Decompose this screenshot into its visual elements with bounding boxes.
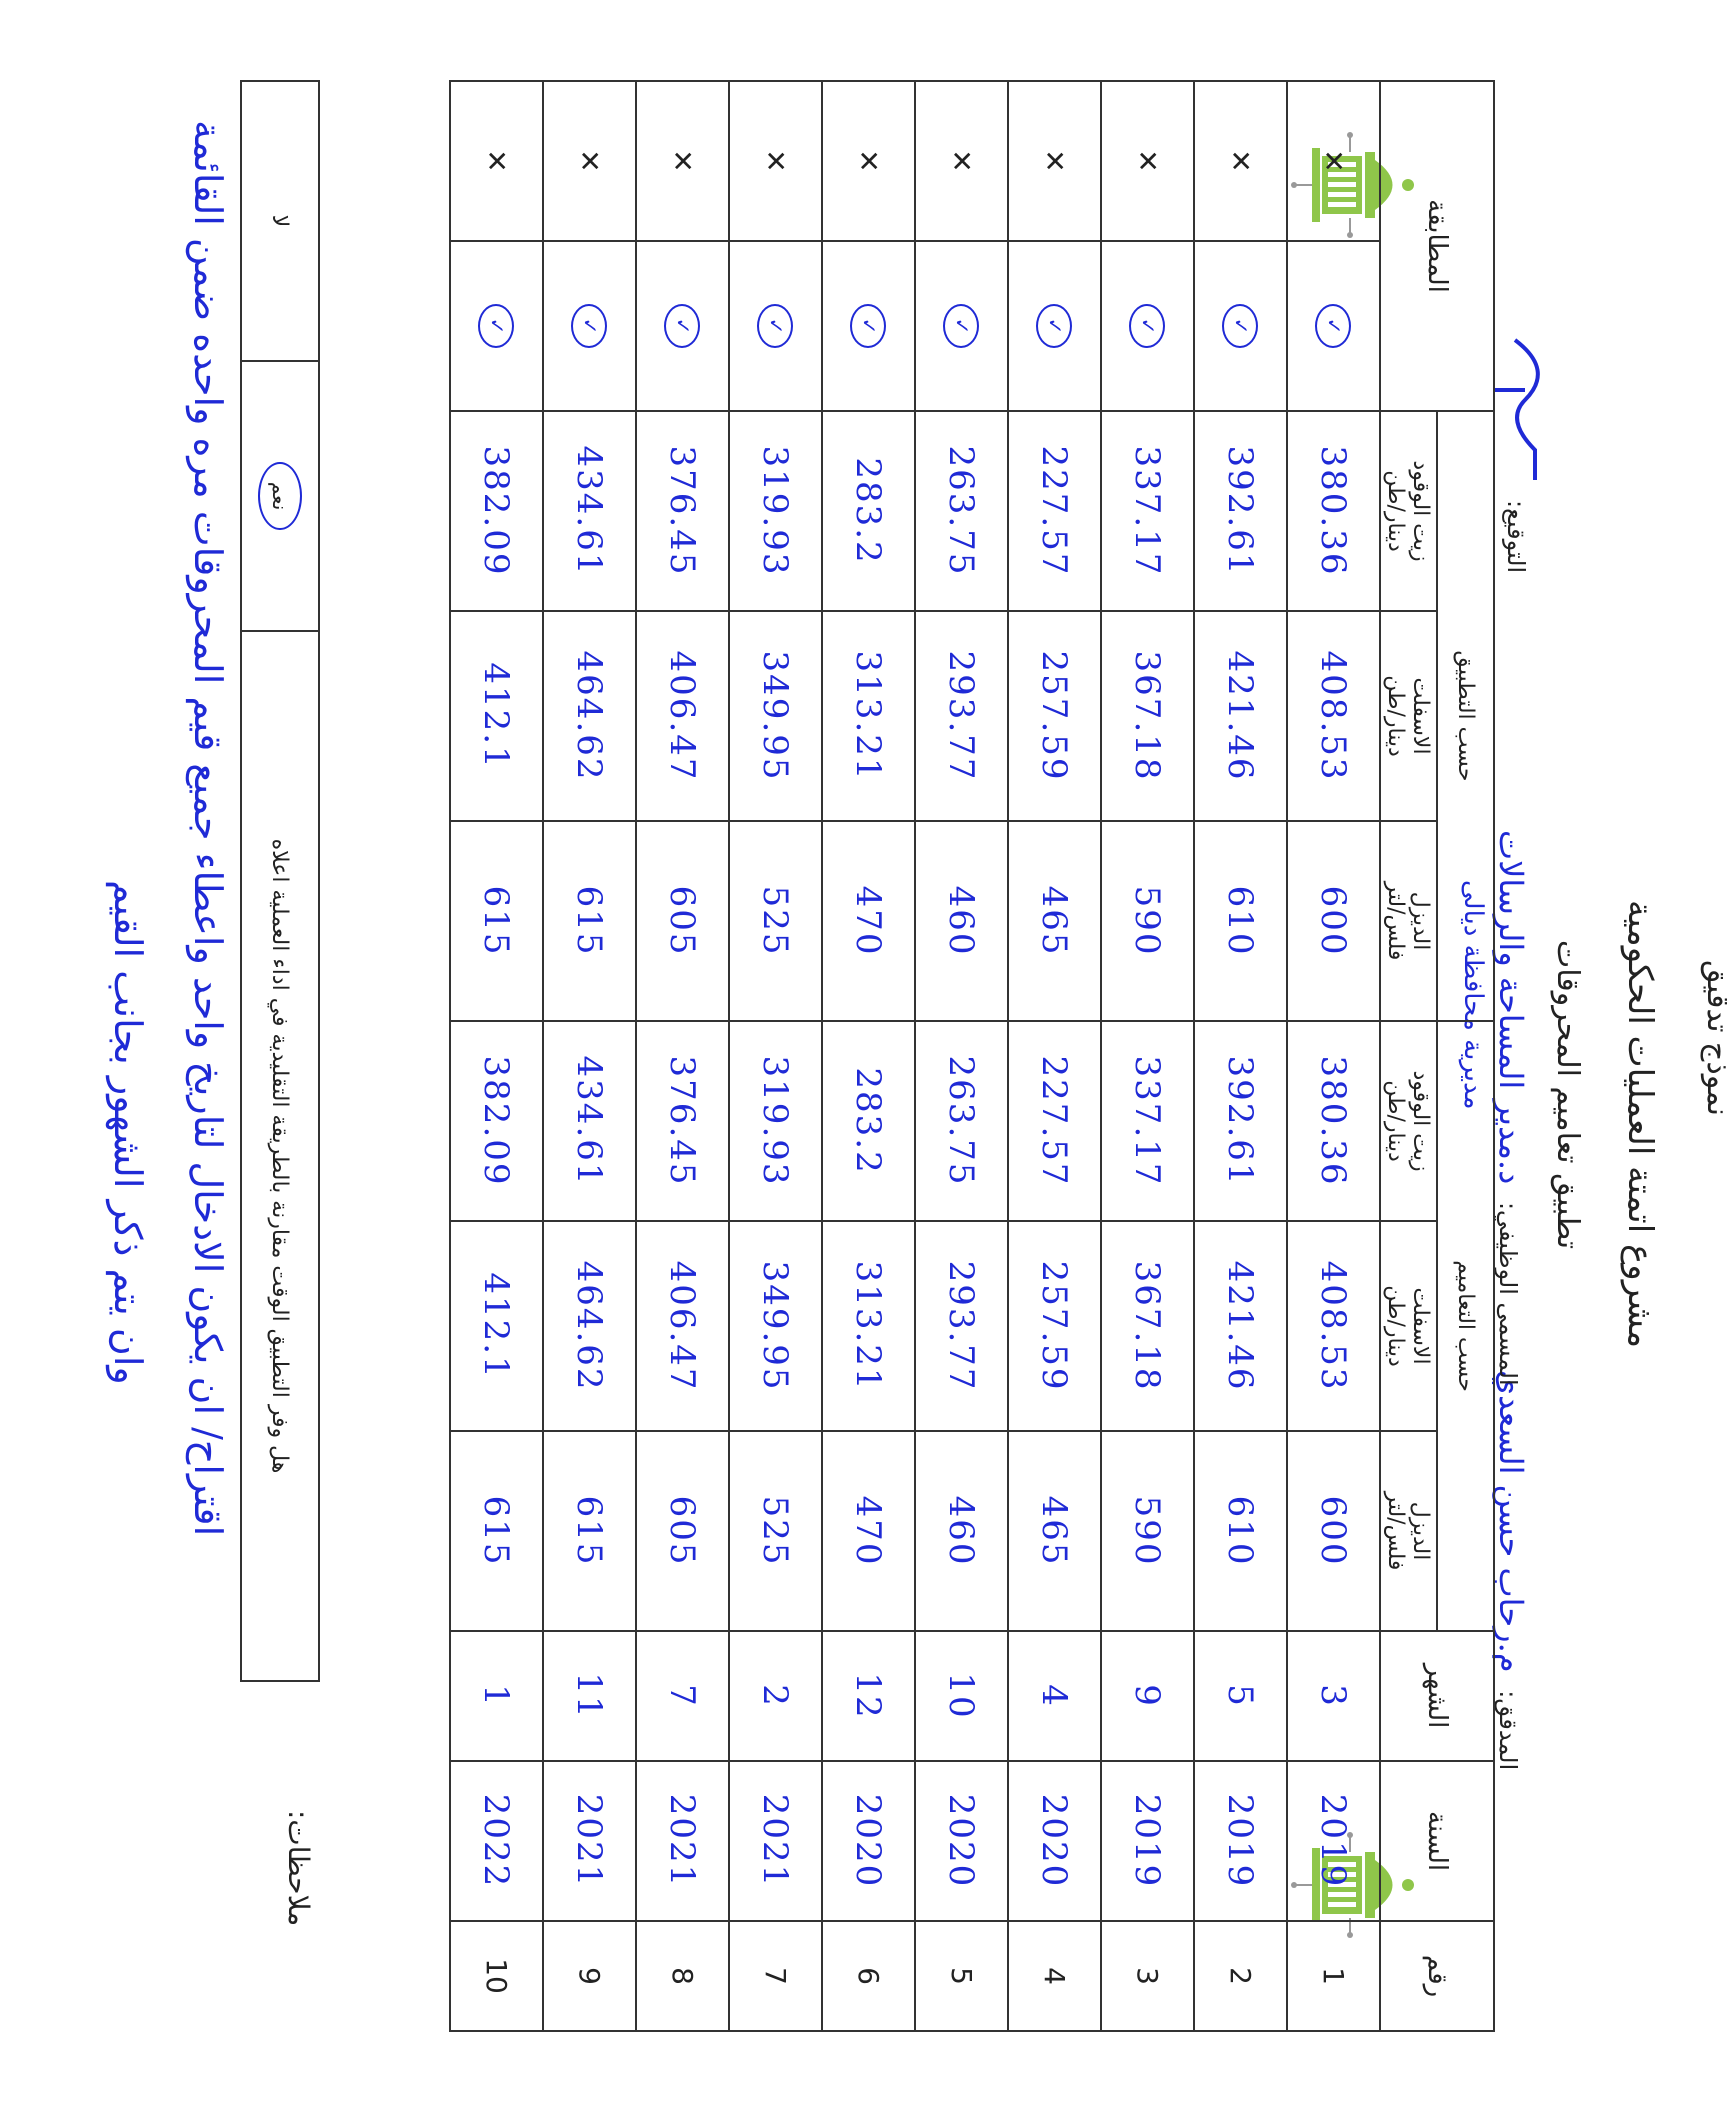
row-circular-diesel: 605 — [636, 1431, 729, 1631]
x-icon: ✕ — [1131, 149, 1164, 173]
x-icon: ✕ — [759, 149, 792, 173]
row-circular-fuel-oil: 263.75 — [915, 1021, 1008, 1221]
row-app-fuel-oil: 263.75 — [915, 411, 1008, 611]
auditor-label: المدقق: — [1494, 1690, 1522, 1771]
row-circular-diesel: 525 — [729, 1431, 822, 1631]
row-app-diesel: 615 — [450, 821, 543, 1021]
row-app-diesel: 600 — [1287, 821, 1380, 1021]
x-icon: ✕ — [666, 149, 699, 173]
row-app-diesel: 590 — [1101, 821, 1194, 1021]
job-label: المسمى الوظيفي: — [1494, 1201, 1522, 1386]
row-circular-diesel: 615 — [543, 1431, 636, 1631]
row-app-fuel-oil: 319.93 — [729, 411, 822, 611]
row-circular-asphalt: 406.47 — [636, 1221, 729, 1431]
row-app-fuel-oil: 392.61 — [1194, 411, 1287, 611]
table-row — [1194, 81, 1287, 2031]
row-app-asphalt: 406.47 — [636, 611, 729, 821]
form-title: نموذج تدقيق — [1700, 960, 1735, 1116]
row-month: 7 — [636, 1631, 729, 1761]
row-circular-fuel-oil: 227.57 — [1008, 1021, 1101, 1221]
match-yes-cell[interactable] — [1008, 241, 1101, 411]
row-circular-fuel-oil: 319.93 — [729, 1021, 822, 1221]
answer-no[interactable]: لا — [241, 81, 319, 361]
row-app-diesel: 615 — [543, 821, 636, 1021]
row-circular-diesel: 470 — [822, 1431, 915, 1631]
row-number: 6 — [822, 1921, 915, 2031]
row-circular-asphalt: 421.46 — [1194, 1221, 1287, 1431]
row-circular-diesel: 600 — [1287, 1431, 1380, 1631]
row-year: 2019 — [1101, 1761, 1194, 1921]
row-month: 2 — [729, 1631, 822, 1761]
row-year: 2022 — [450, 1761, 543, 1921]
row-circular-fuel-oil: 283.2 — [822, 1021, 915, 1221]
check-icon: ✓ — [944, 304, 980, 348]
auditor-name: م.رحاب حسن السعدي — [1492, 1370, 1530, 1673]
signature-label: التوقيع: — [1502, 500, 1530, 574]
row-circular-asphalt: 412.1 — [450, 1221, 543, 1431]
row-app-diesel: 465 — [1008, 821, 1101, 1021]
time-saving-question — [240, 80, 320, 1682]
table-row — [1008, 81, 1101, 2031]
row-circular-asphalt: 408.53 — [1287, 1221, 1380, 1431]
row-year: 2021 — [729, 1761, 822, 1921]
row-app-fuel-oil: 376.45 — [636, 411, 729, 611]
check-icon: ✓ — [1037, 304, 1073, 348]
table-row — [729, 81, 822, 2031]
signature-field — [1502, 500, 1530, 573]
row-circular-fuel-oil: 337.17 — [1101, 1021, 1194, 1221]
x-icon: ✕ — [480, 149, 513, 173]
row-month: 5 — [1194, 1631, 1287, 1761]
row-month: 9 — [1101, 1631, 1194, 1761]
col-asphalt-header-a: الاسفلت دينار/طن — [1380, 611, 1437, 821]
x-icon: ✕ — [1317, 149, 1350, 173]
row-circular-diesel: 465 — [1008, 1431, 1101, 1631]
job-value: د.مدير المساحة والرسالات — [1492, 830, 1530, 1185]
check-icon: ✓ — [479, 304, 515, 348]
x-icon: ✕ — [1224, 149, 1257, 173]
check-icon: ✓ — [1316, 304, 1352, 348]
notes-line-2: وان يتم ذكر الشهور بجانب القيم — [106, 880, 150, 1385]
match-yes-cell[interactable] — [1194, 241, 1287, 411]
signature-mark — [1485, 330, 1565, 490]
x-icon: ✕ — [852, 149, 885, 173]
row-year: 2019 — [1287, 1761, 1380, 1921]
table-row — [1287, 81, 1380, 2031]
row-circular-fuel-oil: 376.45 — [636, 1021, 729, 1221]
match-no-cell[interactable] — [1008, 81, 1101, 241]
row-app-diesel: 525 — [729, 821, 822, 1021]
row-app-fuel-oil: 434.61 — [543, 411, 636, 611]
match-no-cell[interactable] — [1194, 81, 1287, 241]
table-row — [543, 81, 636, 2031]
row-circular-diesel: 590 — [1101, 1431, 1194, 1631]
col-number-header: رقم — [1380, 1921, 1494, 2031]
row-month: 3 — [1287, 1631, 1380, 1761]
match-yes-cell[interactable] — [822, 241, 915, 411]
row-app-asphalt: 257.59 — [1008, 611, 1101, 821]
table-row — [636, 81, 729, 2031]
check-icon: ✓ — [758, 304, 794, 348]
col-diesel-header-a: الديزل فلس/لتر — [1380, 821, 1437, 1021]
col-diesel-header-c: الديزل فلس/لتر — [1380, 1431, 1437, 1631]
row-number: 8 — [636, 1921, 729, 2031]
row-circular-diesel: 610 — [1194, 1431, 1287, 1631]
row-circular-asphalt: 367.18 — [1101, 1221, 1194, 1431]
table-row — [822, 81, 915, 2031]
row-circular-fuel-oil: 392.61 — [1194, 1021, 1287, 1221]
match-yes-cell[interactable] — [1101, 241, 1194, 411]
row-number: 10 — [450, 1921, 543, 2031]
check-icon: ✓ — [1130, 304, 1166, 348]
row-app-asphalt: 293.77 — [915, 611, 1008, 821]
row-month: 1 — [450, 1631, 543, 1761]
row-number: 9 — [543, 1921, 636, 2031]
check-icon: ✓ — [572, 304, 608, 348]
row-number: 7 — [729, 1921, 822, 2031]
row-month: 4 — [1008, 1631, 1101, 1761]
col-asphalt-header-c: الاسفلت دينار/طن — [1380, 1221, 1437, 1431]
col-match-header: المطابقة — [1380, 81, 1494, 411]
match-no-cell[interactable] — [1287, 81, 1380, 241]
row-year: 2020 — [822, 1761, 915, 1921]
row-app-asphalt: 313.21 — [822, 611, 915, 821]
match-no-cell[interactable] — [636, 81, 729, 241]
row-month: 12 — [822, 1631, 915, 1761]
row-app-diesel: 470 — [822, 821, 915, 1021]
match-yes-cell[interactable] — [1287, 241, 1380, 411]
row-app-asphalt: 349.95 — [729, 611, 822, 821]
match-no-cell[interactable] — [729, 81, 822, 241]
row-circular-fuel-oil: 380.36 — [1287, 1021, 1380, 1221]
row-number: 2 — [1194, 1921, 1287, 2031]
row-year: 2021 — [543, 1761, 636, 1921]
row-circular-asphalt: 349.95 — [729, 1221, 822, 1431]
x-icon: ✕ — [1038, 149, 1071, 173]
row-year: 2021 — [636, 1761, 729, 1921]
match-yes-cell[interactable] — [636, 241, 729, 411]
row-month: 11 — [543, 1631, 636, 1761]
row-number: 3 — [1101, 1921, 1194, 2031]
check-icon: ✓ — [851, 304, 887, 348]
row-circular-fuel-oil: 382.09 — [450, 1021, 543, 1221]
project-title: مشروع اتمتة العمليات الحكومية — [1620, 900, 1660, 1349]
x-icon: ✕ — [945, 149, 978, 173]
row-circular-asphalt: 313.21 — [822, 1221, 915, 1431]
row-circular-asphalt: 257.59 — [1008, 1221, 1101, 1431]
match-yes-cell[interactable] — [729, 241, 822, 411]
row-circular-fuel-oil: 434.61 — [543, 1021, 636, 1221]
col-year-header: السنة — [1380, 1761, 1494, 1921]
group-circulars-header: حسب التعاميم — [1437, 1021, 1494, 1631]
check-icon: ✓ — [665, 304, 701, 348]
auditor-field — [1492, 1370, 1530, 1770]
check-icon: ✓ — [1223, 304, 1259, 348]
notes-label: ملاحظات: — [282, 1810, 315, 1927]
job-value-line2: مديرية محافظة ديالى — [1458, 880, 1488, 1110]
row-year: 2019 — [1194, 1761, 1287, 1921]
row-app-asphalt: 367.18 — [1101, 611, 1194, 821]
row-month: 10 — [915, 1631, 1008, 1761]
answer-yes[interactable]: نعم — [241, 361, 319, 631]
row-app-diesel: 605 — [636, 821, 729, 1021]
subtitle: تطبيق تعاميم المحروقات — [1550, 940, 1585, 1250]
x-icon: ✕ — [573, 149, 606, 173]
row-app-fuel-oil: 337.17 — [1101, 411, 1194, 611]
table-row — [915, 81, 1008, 2031]
question-text: هل وفر التطبيق الوقت مقارنة بالطريقة التقليدية في اداء العملية اعلاه — [241, 631, 319, 1681]
row-app-fuel-oil: 382.09 — [450, 411, 543, 611]
row-app-diesel: 610 — [1194, 821, 1287, 1021]
row-year: 2020 — [1008, 1761, 1101, 1921]
match-no-cell[interactable] — [543, 81, 636, 241]
row-number: 5 — [915, 1921, 1008, 2031]
col-fuel-header-a: زيت الوقود دينار/طن — [1380, 411, 1437, 611]
match-yes-cell[interactable] — [543, 241, 636, 411]
match-yes-cell[interactable] — [450, 241, 543, 411]
col-fuel-header-c: زيت الوقود دينار/طن — [1380, 1021, 1437, 1221]
row-number: 4 — [1008, 1921, 1101, 2031]
row-circular-asphalt: 293.77 — [915, 1221, 1008, 1431]
match-no-cell[interactable] — [822, 81, 915, 241]
row-year: 2020 — [915, 1761, 1008, 1921]
row-app-asphalt: 408.53 — [1287, 611, 1380, 821]
row-app-fuel-oil: 283.2 — [822, 411, 915, 611]
row-app-asphalt: 412.1 — [450, 611, 543, 821]
fuel-prices-table — [449, 80, 1495, 2032]
table-row — [450, 81, 543, 2031]
row-app-asphalt: 421.46 — [1194, 611, 1287, 821]
match-no-cell[interactable] — [915, 81, 1008, 241]
match-no-cell[interactable] — [1101, 81, 1194, 241]
row-app-fuel-oil: 227.57 — [1008, 411, 1101, 611]
job-field — [1492, 830, 1530, 1386]
row-circular-diesel: 460 — [915, 1431, 1008, 1631]
row-circular-diesel: 615 — [450, 1431, 543, 1631]
row-app-asphalt: 464.62 — [543, 611, 636, 821]
row-circular-asphalt: 464.62 — [543, 1221, 636, 1431]
group-app-header: حسب التطبيق — [1437, 411, 1494, 1021]
table-row — [1101, 81, 1194, 2031]
match-no-cell[interactable] — [450, 81, 543, 241]
row-app-diesel: 460 — [915, 821, 1008, 1021]
match-yes-cell[interactable] — [915, 241, 1008, 411]
notes-line-1: اقتراح/ ان يكون الادخال لتاريخ واحد واعطاء جميع قيم المحروقات مره واحده ضمن القائمة — [186, 120, 230, 1537]
row-app-fuel-oil: 380.36 — [1287, 411, 1380, 611]
col-month-header: الشهر — [1380, 1631, 1494, 1761]
row-number: 1 — [1287, 1921, 1380, 2031]
